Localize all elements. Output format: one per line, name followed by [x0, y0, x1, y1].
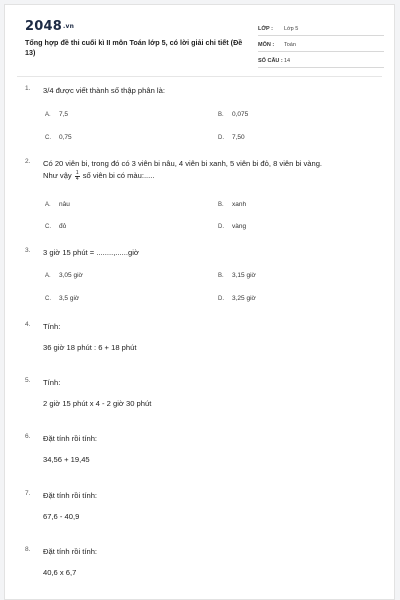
option-text: 0,75	[59, 134, 72, 141]
logo-tld: .vn	[62, 23, 75, 30]
option-text: vàng	[232, 223, 247, 230]
question-expression: 34,56 + 19,45	[43, 455, 90, 464]
question-8	[25, 546, 378, 586]
meta-value: Toán	[284, 42, 296, 48]
option-letter: B.	[218, 202, 224, 208]
option-text: đỏ	[59, 223, 67, 230]
option-letter: A.	[45, 112, 51, 118]
question-number: 4.	[25, 321, 31, 328]
option-d[interactable]	[218, 223, 246, 230]
option-c[interactable]	[45, 223, 66, 230]
option-b[interactable]	[218, 272, 256, 279]
question-number: 5.	[25, 377, 31, 384]
fraction-numerator: 1	[75, 170, 79, 176]
option-text: nâu	[59, 201, 70, 208]
document-header	[25, 19, 378, 69]
option-text: 7,5	[59, 111, 69, 118]
question-number: 6.	[25, 433, 31, 440]
question-3	[25, 247, 378, 307]
question-text: Đặt tính rồi tính:	[43, 491, 98, 500]
question-text: Có 20 viên bi, trong đó có 3 viên bi nâu, 4 viên bi xanh, 5 viên bi đỏ, 8 viên bi vàng.	[43, 159, 323, 168]
option-letter: A.	[45, 202, 51, 208]
meta-key: SỐ CÂU :	[258, 58, 283, 64]
question-1	[25, 85, 378, 145]
meta-key: LỚP :	[258, 26, 273, 32]
option-b[interactable]	[218, 111, 248, 118]
question-number: 3.	[25, 247, 31, 254]
meta-row-count	[258, 53, 384, 68]
option-text: 3,25 giờ	[232, 295, 256, 302]
option-text: 3,15 giờ	[232, 272, 256, 279]
meta-block	[258, 21, 384, 69]
question-4	[25, 321, 378, 361]
option-c[interactable]	[45, 134, 72, 141]
option-text: 3,05 giờ	[59, 272, 83, 279]
question-number: 2.	[25, 158, 31, 165]
option-letter: C.	[45, 224, 51, 230]
meta-value: 14	[284, 58, 291, 64]
fraction	[75, 171, 80, 182]
question-number: 1.	[25, 85, 31, 92]
exam-paper	[4, 4, 395, 600]
option-letter: A.	[45, 273, 51, 279]
question-text: 3 giờ 15 phút = ........,......giờ	[43, 248, 139, 257]
question-text-line2	[43, 170, 155, 182]
question-number: 7.	[25, 490, 31, 497]
meta-row-subject	[258, 37, 384, 52]
option-text: xanh	[232, 201, 247, 208]
question-text: Đặt tính rồi tính:	[43, 547, 98, 556]
option-text: 7,50	[232, 134, 245, 141]
meta-row-class	[258, 21, 384, 36]
option-letter: D.	[218, 296, 224, 302]
option-a[interactable]	[45, 201, 70, 208]
option-d[interactable]	[218, 295, 256, 302]
document-title: Tổng hợp đề thi cuối kì II môn Toán lớp 5, có lời giải chi tiết (Đề 13)	[25, 38, 243, 57]
meta-value: Lớp 5	[284, 26, 299, 32]
option-text: 3,5 giờ	[59, 295, 80, 302]
option-d[interactable]	[218, 134, 245, 141]
option-letter: C.	[45, 135, 51, 141]
text-after-fraction: số viên bi có màu:.....	[82, 171, 155, 180]
question-6	[25, 433, 378, 473]
question-expression: 67,6 - 40,9	[43, 512, 80, 521]
question-2	[25, 158, 378, 238]
question-7	[25, 490, 378, 530]
option-letter: D.	[218, 135, 224, 141]
option-letter: D.	[218, 224, 224, 230]
option-text: 0,075	[232, 111, 249, 118]
question-expression: 36 giờ 18 phút : 6 + 18 phút	[43, 343, 137, 352]
option-letter: C.	[45, 296, 51, 302]
option-letter: B.	[218, 273, 224, 279]
option-a[interactable]	[45, 111, 68, 118]
header-divider	[17, 76, 382, 77]
logo-text: 2048	[25, 19, 62, 34]
question-5	[25, 377, 378, 417]
question-expression: 40,6 x 6,7	[43, 568, 77, 577]
question-text: 3/4 được viết thành số thập phân là:	[43, 86, 165, 95]
fraction-denominator: 4	[75, 176, 79, 182]
text-before-fraction: Như vậy	[43, 171, 72, 180]
option-c[interactable]	[45, 295, 79, 302]
option-b[interactable]	[218, 201, 246, 208]
question-text: Tính:	[43, 322, 61, 331]
option-letter: B.	[218, 112, 224, 118]
question-number: 8.	[25, 546, 31, 553]
option-a[interactable]	[45, 272, 83, 279]
meta-key: MÔN :	[258, 42, 275, 48]
question-expression: 2 giờ 15 phút x 4 - 2 giờ 30 phút	[43, 399, 152, 408]
question-text: Tính:	[43, 378, 61, 387]
question-text: Đặt tính rồi tính:	[43, 434, 98, 443]
